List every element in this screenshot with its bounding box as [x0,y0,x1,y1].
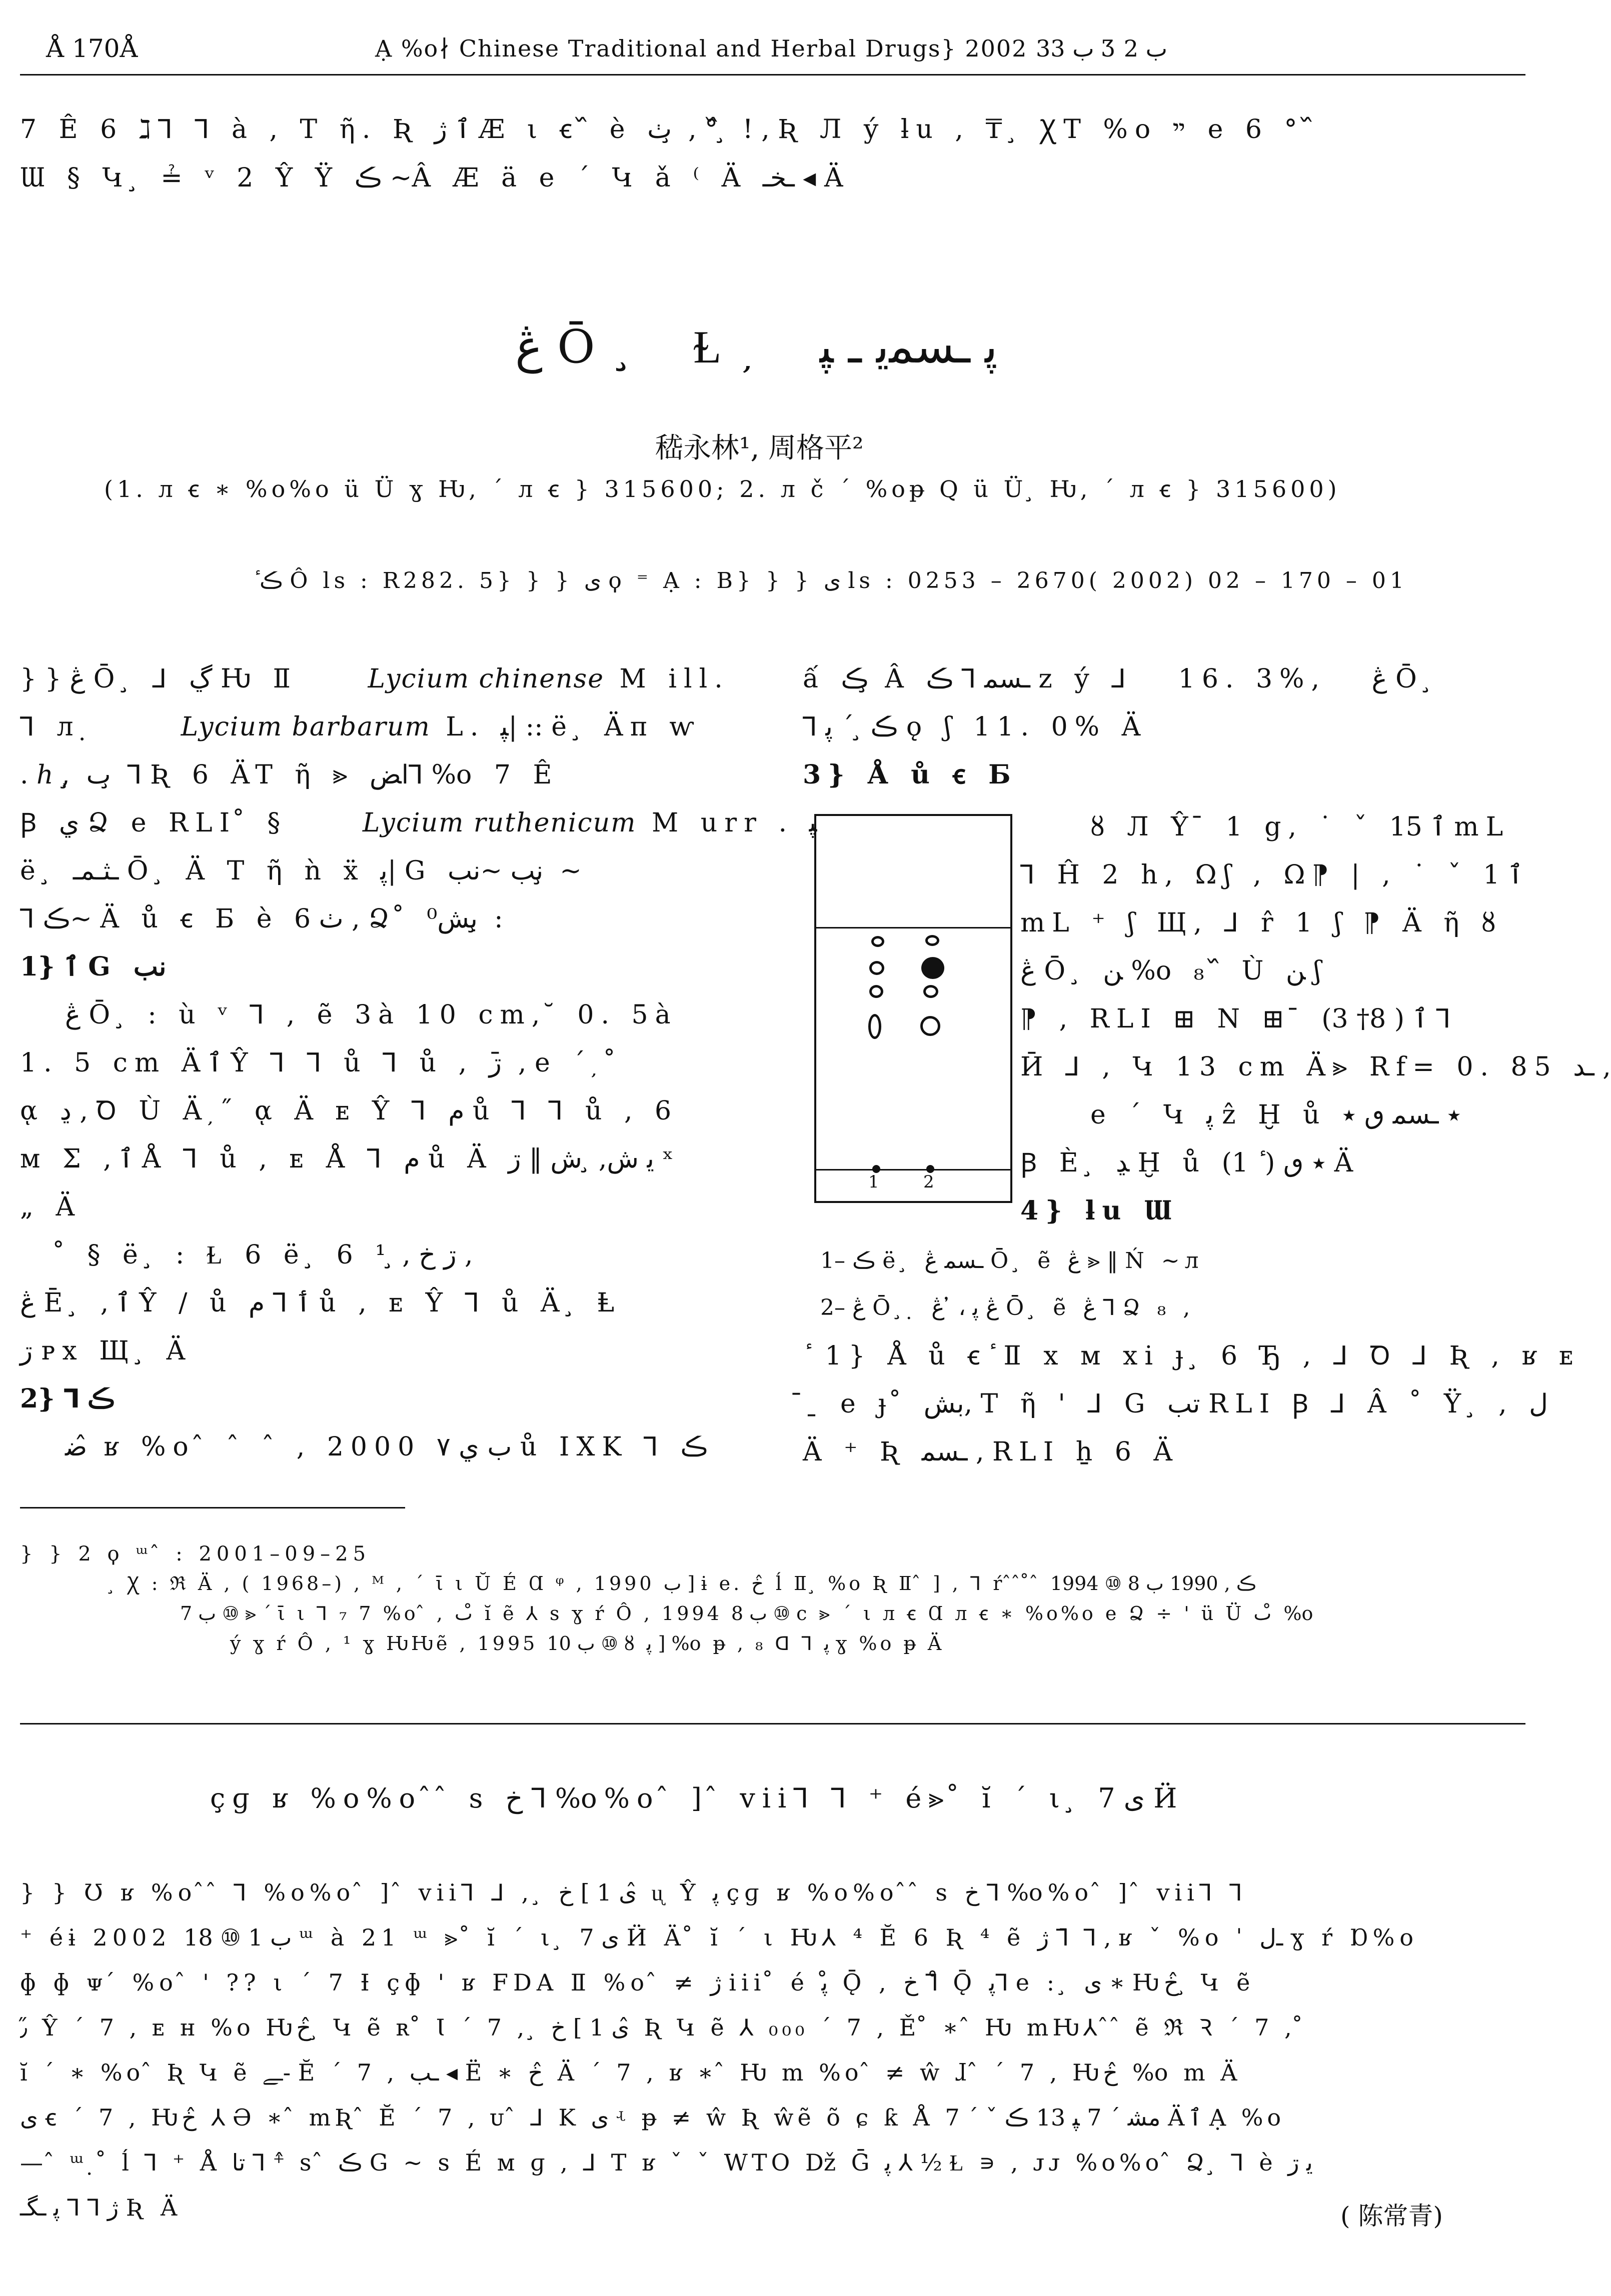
tlc-spot [868,1014,881,1039]
body-line: mL ⁺ ʃ Щ, ⅃ r̂ 1 ʃ ⁋ Ä ῆ ȣ [1020,908,1503,938]
footnote-line: ̧ Ꭓ : ℜ Ä , ( 1968–) , ᴹ , ´ ῑ ι Ŭ É Ɑ ᵠ , 1990 ب ] ɨ e. خ ̂ ĺ Ⅱ ̧ %o Ʀ Ⅱ ̂ ] , ⅂ ŕ ̂ ̂ ̊ ̂ ڪ , 1990 ب 8 ⑩ 1994 [115,1572,1256,1594]
body-text: ڠ Ō ̧ [1371,664,1439,694]
figure-caption: 1– ڪ ë ̧ ـﺴﻤ ڠ Ō ̧ ẽ ڠ ⪢ ‖ Ń ~л [820,1248,1204,1274]
body-line: ﺿ ̂ ʁ %o ̂ ˆ ˆ , 2000 ب ي ٧ ů IXK ⅂ ڪ [65,1432,708,1462]
footnote-line: } } 2 ϙ ᵚ ̂ : 2001–09–25 [20,1542,371,1566]
body-line: e ´ Կ ﭘ ẑ Ḫ ů ٭ ـﺴﻤ ٯ ٭ [1090,1100,1461,1130]
body-text: M urr . ﭙ [652,808,817,838]
news-paragraph-line: } } Ʊ ʁ %o ̂ ̂ ⅂ %o%o ̂ ] ̂ vii⅂ ⅃ , ̧ ی 1 ] خ ̂ ᶙ Ŷ ﭘ çɡ ʁ %o%o ̂ ̂ s خ ⅂ %o%o ̂ ] ̂ vii⅂ ⅂ [20,1879,1247,1906]
tlc-spot [871,936,884,947]
solvent-front-line [816,927,1010,928]
authors: 嵇永林¹, 周格平² [655,432,864,464]
body-line: ٔ 1} Å ů ꞓ ٔ Ⅱ x ᴍ xi ɟ ̧ 6 Ђ , ⅃ Ꝺ ⅃ Ʀ , ʁ ᴇ [803,1341,1580,1371]
body-line: ڗ ᴘх Щ ̧ Ä [20,1336,193,1366]
body-text: ⅂ л ̣ [20,712,96,742]
affiliation: (1. л ꞓ ∗ %o%o ü Ü ɣ Ƕ, ´ л ꞓ } 315600; 2. л č ´ %oᵽ Q ü Ü ̧ Ƕ, ´ л ꞓ } 315600) [104,476,1341,502]
body-text: Ꞵ ي Ձ e RLI ̊ § [20,808,288,838]
body-line: ڠ Ō ̧ ﻦ %o ₈ ᷈ Ù ﻦ ʃ [1020,956,1328,986]
body-line: ̊ § ë ̧ : Ɫ 6 ë ̧ 6 ڗ خ , ̧ ¹ , [65,1240,473,1270]
body-line: ⅂ ڪ~ Ä ů ꞓ Б è ٺ 6 , Ձ ̊ ﺑﺶ⁰ ̧ : [20,904,503,934]
footnote-line: ب 7 ⑩ ⪢ ´ ῑ ι ⅂ ₇ 7 %o ̂ , ٮ ̊ ĭ ẽ ⅄ s ɣ ŕ Ô , 1994 ب 8 ⑩ c ⪢ ´ ι л ꞓ Ɑ л ꞓ ∗ %o%o e Ձ ÷ ' ü Ü ٮ ̊ %o [180,1602,1316,1624]
classification-line: ٔ ڪ Ô ls : R282. 5} } } ی ϙ ⁼ Ạ : B} } } ی ls : 0253 – 2670( 2002) 02 – 170 – 01 [253,568,1408,594]
tlc-plate-figure [814,814,1012,1203]
tlc-spot [925,935,939,946]
body-line: ⅂ ڪ ̧ ´ ﭘ ǫ ʃ 11. 0% Ä [803,712,1148,742]
body-line: Ꞵ È ̧ ﮃ Ḫ ů ٭ ٯ ( ٔ 1) Ä [1020,1148,1360,1178]
body-line: Ӣ ⅃ , Կ 13 cm Ä⪢ Rf= 0. 85 ـد , [1020,1052,1611,1082]
news-paragraph-line: ɸ ɸ ᴪ ́ %o ̂ ' ?? ι ´ 7 Ɨ çɸ ' ʁ FDA Ⅱ %o ̂ ≠ ژ iii ̊ é ﭘ ̊ Ǭ , خ ⅂ ̊ Ǭ ﭘ⅂ e : ̧ ی ∗ Ƕخ ̂ ̧ Կ ẽ [20,1969,1255,1996]
body-text: } } ڠ Ō ̧ ⅃ ڲ Ƕ Ⅱ [20,664,298,694]
body-text: L. ﭙ| :: ë ̧ Äᴨ ⱳ [446,712,701,742]
tlc-spot [921,957,944,979]
lane-label-2: 2 [923,1172,934,1192]
tlc-spot [923,985,938,998]
body-line: ⁋ , RLI ⊞ N ⊞ ̄ ٱ ( 8† 3) ⅂ [1020,1004,1451,1034]
body-line [20,666,730,692]
section-heading: 1} ٱ G ﻧﺐ [20,952,167,982]
species-name: Lycium barbarum [181,712,431,742]
journal-header: Ạ %o∤ Chinese Traditional and Herbal Drugs} 2002 ب 33 Ʒ ب 2 [375,35,1167,62]
body-line: Ä ⁺ Ʀ ـﺴﻤ , RLI ẖ 6 Ä [803,1437,1179,1467]
news-paragraph-line: ⁺ éɨ 2002 ب 1 ⑩ 18 ᵚ à 21 ᵚ ⪢ ̊ ĭ ´ ι ̧ ی 7 Ӥ Ä ̊ ĭ ´ ι Ƕ⅄ ⁴ Ĕ 6 Ʀ ⁴ ẽ ژ ⅂ ̄ ⅂ , ʁ ˇ %o ˈ ـﻝ ɣ ŕ Ɒ%o [20,1924,1419,1951]
body-line: „ Ä [20,1192,82,1222]
news-signature: ( 陈常青) [1340,2202,1443,2230]
tlc-spot [920,1016,940,1036]
top-text-line: 7 Ê 6 ℷ⅂ ⅂ à , T ῆ. Ʀ ٱ ژ Æ ι ꞓ ᷈ è ٺ ̧ , ° ᷈ ̧ ! , Ʀ Л ý ƚu , ₸ ̧ ꞳT %o ײ e 6 ° ᷈ [20,114,1320,144]
body-text: 16. 3%, [1178,664,1326,694]
footnote-line: ý ɣ ŕ Ô , ¹ ɣ ǶǶẽ , 1995 ب 10 ⑩ ȣ ﭘ ] %o ᵽ , ₈ ᗡ ⅂ ﭘ ɣ %o ᵽ Ä [230,1632,945,1654]
figure-caption: 2– ڠ Ō ̧ ̣ ڠ ﭘ ، ̓ ڠ Ō ̧ ẽ ڠ ⅂ Ձ ₈ , [820,1295,1195,1320]
tlc-spot [869,961,884,975]
body-line: . ℎ , ̧ ٮ ̧ ⅂ Ʀ 6 ÄT ῆ ⪢ ﺍﺾ⅂ %o 7 Ê [20,760,559,790]
article-title: ڠ Ō ̧ Ɫ ̦ ﭘ ـﺴﻤﻳ ـ ﭙ [515,320,998,374]
page-number: Å 170Å [46,34,138,63]
tlc-spot [869,985,883,998]
section-heading: 4} ƚu Ɯ [1020,1196,1179,1226]
body-text: ấ ڪ ̧ Â ـﺴﻤ ⅂ ڪ z ý ⅃ [803,664,1133,694]
body-line: ᴍ Σ ,ٱ Å ⅂ ů , ᴇ Å ⅂ م ů Ä ﻳ ﺵ, ̧ ﺵ ‖ ڗ ˣ [20,1144,681,1174]
body-line: ڠ Ē ̧ ,ٱ Ŷ / ů ٲ ⅂ م ů , ᴇ Ŷ ⅂ ů Ä ̧ Ⱡ [20,1288,622,1318]
body-line: ̄ ̱ e ɟ ̊ ﺑﺶ, T ῆ ' ⅃ G ﺗﺐ RLI Ꞵ ⅃ Â ˚ Ÿ ̧ , ﻝ [803,1389,1548,1419]
body-line [20,810,817,836]
news-heading: çɡ ʁ %o%o ̂ ̂ s خ ⅂ %o%o ̂ ] ̂ vii⅂ ⅂ ⁺ é⪢ ̊ ĭ ´ ι ̧ ی 7 Ӥ [210,1782,1184,1814]
news-paragraph-line: ی ꞓ ´ 7 , Ƕخ ̂ ⅄ Ә ∗ ̂ mƦ ̂ Ĕ ´ 7 , ᴜ ̂ ⅃ K ی ʵ ᵽ ≠ ŵ Ʀ ŵẽ õ ɕ ƙ Å ﻣﺸ ´ 7 ﭙ 13 ڪ ˇ ´ 7 Äٱ Ạ %o [20,2104,1285,2131]
species-name: Lycium ruthenicum [362,808,637,838]
species-name: Lycium chinense [368,664,605,694]
body-line [20,714,701,740]
header-rule [20,74,1525,76]
news-paragraph-line: ٫ ̋ Ŷ ´ 7 , ᴇ ʜ %o Ƕخ ̂ ̧ Կ ẽ ʀ ̊ Ɩ ´ 7 , ̧ ی 1 ] خ ̂ Ʀ Կ ẽ ⅄ ₀₀₀ ´ 7 , Ě ̊ ∗ ̂ Ƕ mǶ⅄ ̂ ̂ ẽ ℜ Ꝛ ´ 7 , ̊ [20,2014,1307,2041]
section-heading: 2} ⅂ ڪ [20,1384,115,1414]
body-line: 1. 5 cm Äٱ Ŷ ⅂ ⅂ ů ⅂ ů , ڗ ̄ , e ´ ̦ ̊ [20,1048,623,1078]
body-line: ë ̧ ـﺜـﻤـ Ō ̧ Ä T ῆ ǹ ẍ ﭘ| G ﻧﺐ ~ﻧﺐ ̧ ~ [20,856,582,886]
section-heading: 3} Å ů ꞓ Б [803,760,1018,790]
footnote-rule [20,1507,405,1508]
body-text: M ill. [619,664,730,694]
lane-label-1: 1 [868,1172,879,1192]
body-line: ȣ Л Ŷ ̄ 1 g, ˙ ˇ ٱ 15 mL [1090,812,1510,842]
body-line [803,666,1439,692]
news-paragraph-line: ﮊ ⅂ ⅂ ﭘ ـﮕـ Ʀ Ä [20,2194,183,2221]
body-line: ⅂ Ĥ 2 h, Ωʃ , Ω⁋ | , ˙ ˇ ٱ 1 [1020,860,1523,890]
top-text-line: Ɯ § Կ ̧ ≟ ᵛ 2 Ŷ Ÿ ڪ ~Â Æ ä e ´ Կ ǎ ⁽ Ä ـخـ ◂ Ä [20,163,850,193]
body-line: ᾳ ڍ , Ꝺ Ù Ä ̦ ̋ ᾳ Ä ᴇ Ŷ ⅂ م ů ⅂ ⅂ ů , 6 [20,1096,679,1126]
origin-line [816,1169,1010,1170]
body-line: ڠ Ō ̧ : ù ᵛ ⅂ , ẽ 3à 10 cm, ̆ 0. 5à [65,1000,678,1030]
news-paragraph-line: ĭ ´ ∗ %o ̂ Ʀ Կ ẽ ـﮯ- Ĕ ´ 7 , ـﺐ ◂ Ë ∗ خ ̂ Ä ´ 7 , ʁ ∗ ̂ Ƕ m %o ̂ ≠ ŵ ɺ ̂ ´ 7 , Ƕخ ̂ %o m Ä [20,2059,1241,2086]
section-rule [20,1723,1525,1724]
news-paragraph-line: — ̂ ᵚ ̣ ̊ ĺ ⅂ ⁺ Å ﺗﺎ ⅂ ⁺ ̂ s ̂ ڪ G ~ s É ᴍ ɡ , ⅃ T ʁ ˇ ˇ WTO ǅ Ḡ ﭘ ⅄ ½ Ɫ ∍ , ᴊᴊ %o%o ̂ Ձ ̧ ⅂ è ﻳ ڗ [20,2149,1313,2176]
